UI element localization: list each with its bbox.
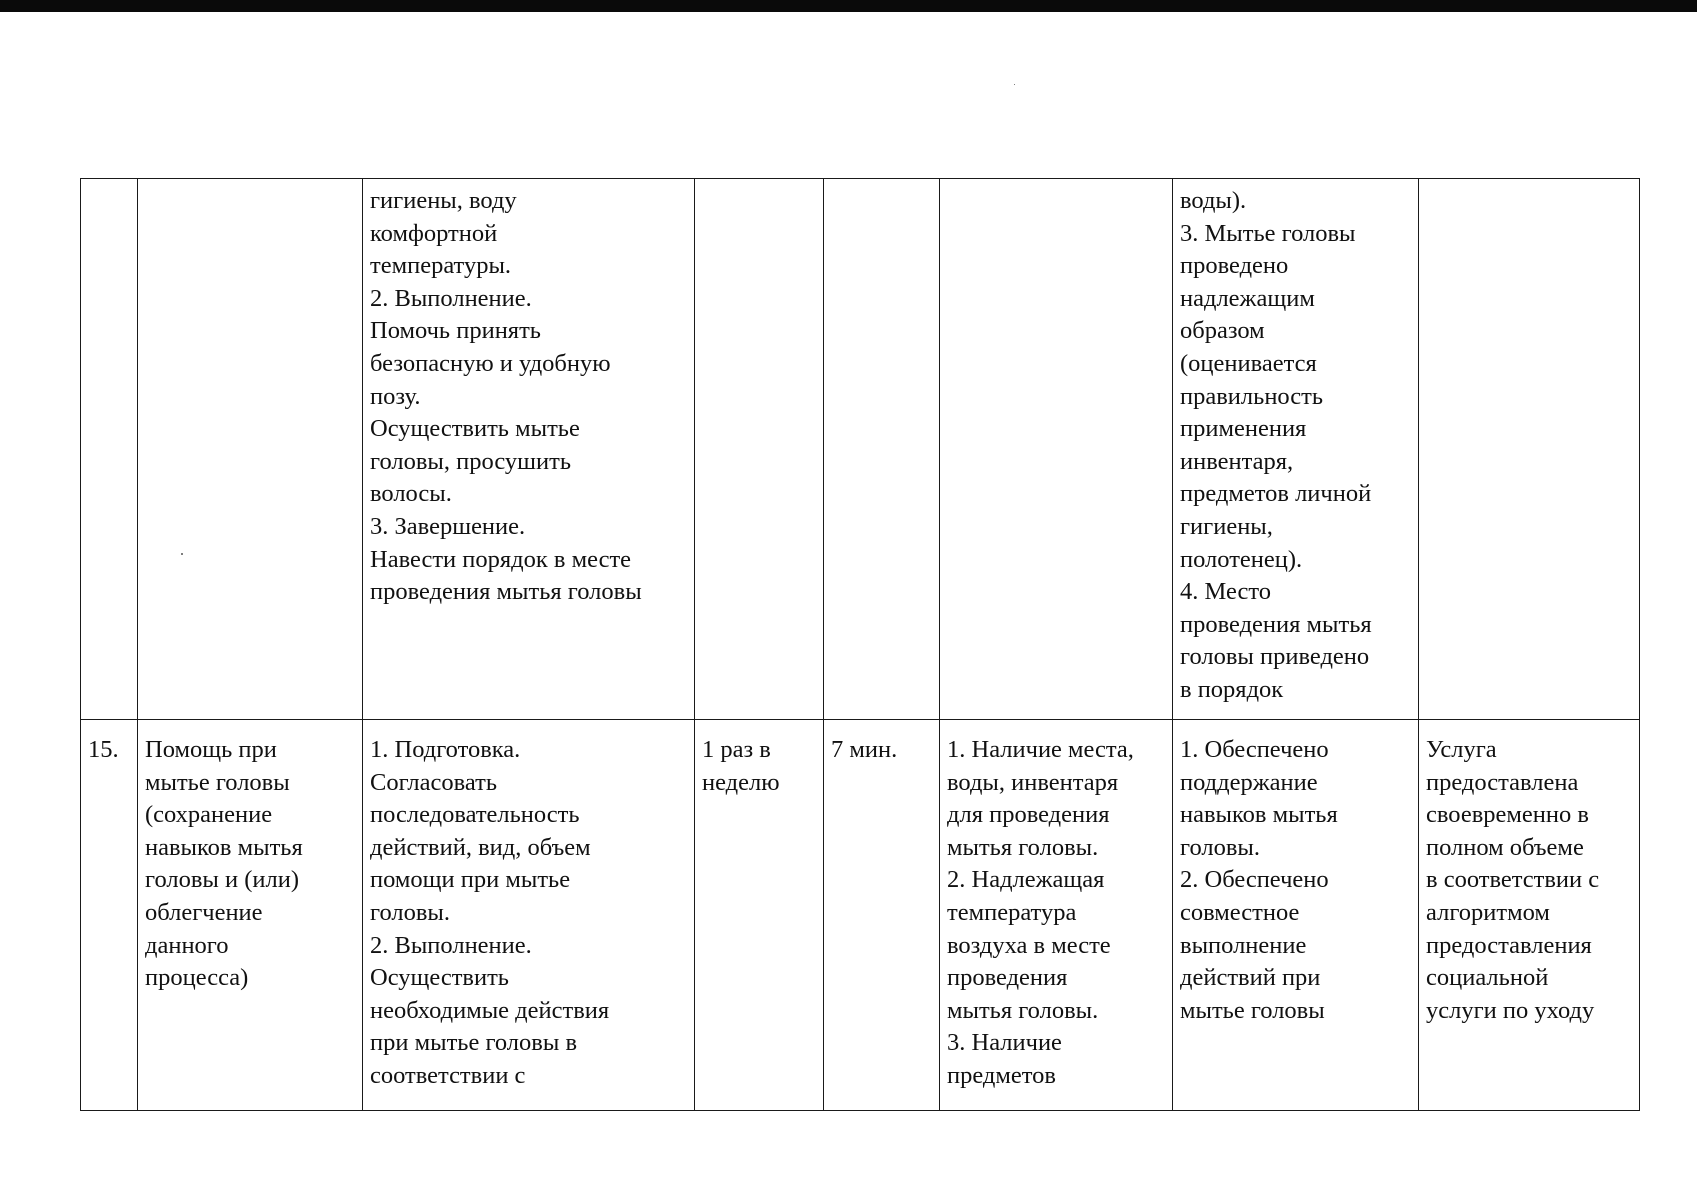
services-table: [80, 178, 1640, 1111]
cell-results: воды). 3. Мытье головы проведено надлежащим образом (оценивается правильность применения инвентаря, предметов личной гигиены, полотенец). 4. Место проведения мытья головы приведено в порядок: [1173, 179, 1419, 720]
cell-service-content: гигиены, воду комфортной температуры. 2. Выполнение. Помочь принять безопасную и удобную позу. Осуществить мытье головы, просушить волосы. 3. Завершение. Навести порядок в месте проведения мытья головы: [363, 179, 695, 720]
cell-number: 15.: [81, 720, 138, 1111]
cell-conditions: 1. Наличие места, воды, инвентаря для проведения мытья головы. 2. Надлежащая температура воздуха в месте проведения мытья головы. 3. Наличие предметов: [940, 720, 1173, 1111]
cell-evaluation: [1419, 179, 1640, 720]
cell-service-name: Помощь при мытье головы (сохранение навыков мытья головы и (или) облегчение данного процесса): [138, 720, 363, 1111]
scan-speck: [181, 553, 183, 555]
cell-conditions: [940, 179, 1173, 720]
cell-service-content: 1. Подготовка. Согласовать последовательность действий, вид, объем помощи при мытье головы. 2. Выполнение. Осуществить необходимые действия при мытье головы в соответствии с: [363, 720, 695, 1111]
cell-frequency: [695, 179, 824, 720]
cell-service-name: [138, 179, 363, 720]
cell-number: [81, 179, 138, 720]
scan-border-bar: [0, 0, 1697, 12]
cell-evaluation: Услуга предоставлена своевременно в полном объеме в соответствии с алгоритмом предоставления социальной услуги по уходу: [1419, 720, 1640, 1111]
scan-speck: [1014, 84, 1015, 85]
cell-duration: 7 мин.: [824, 720, 940, 1111]
cell-duration: [824, 179, 940, 720]
cell-results: 1. Обеспечено поддержание навыков мытья головы. 2. Обеспечено совместное выполнение действий при мытье головы: [1173, 720, 1419, 1111]
table-row: [81, 720, 1640, 1111]
table-row: [81, 179, 1640, 720]
cell-frequency: 1 раз в неделю: [695, 720, 824, 1111]
